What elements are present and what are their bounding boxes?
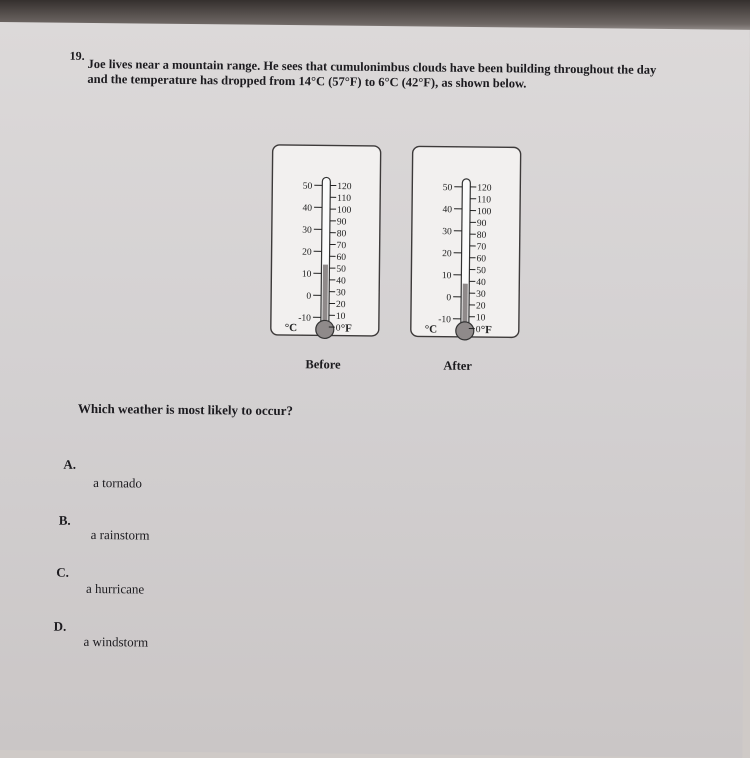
option-b-letter: B. <box>59 513 71 529</box>
celsius-tick-label: 20 <box>442 249 452 259</box>
fahrenheit-tick-label: 60 <box>476 254 486 264</box>
option-c-text[interactable]: a hurricane <box>86 581 144 598</box>
stem-line: Joe lives near a mountain range. He sees that cumulonimbus clouds have been building throughout the day <box>87 57 687 78</box>
fahrenheit-tick-label: 110 <box>477 195 491 205</box>
fahrenheit-tick-label: 50 <box>336 265 346 275</box>
fahrenheit-tick-label: 80 <box>337 229 347 239</box>
fahrenheit-tick-label: 0 <box>336 324 341 334</box>
fahrenheit-tick-label: 0 <box>476 325 481 335</box>
celsius-tick-label: 0 <box>306 292 311 302</box>
celsius-tick-label: 10 <box>442 271 452 281</box>
fahrenheit-tick-label: 100 <box>337 206 352 216</box>
thermometer-before-graphic <box>269 143 385 340</box>
stem-line: and the temperature has dropped from 14°C (57°F) to 6°C (42°F), as shown below. <box>87 72 687 93</box>
fahrenheit-tick-label: 10 <box>476 313 486 323</box>
fahrenheit-unit-label: °F <box>481 324 493 336</box>
celsius-tick-label: 20 <box>302 248 312 258</box>
celsius-unit-label: °C <box>285 322 298 334</box>
question-stem <box>87 57 687 93</box>
thermometer-bulb <box>316 320 334 338</box>
thermometer-bulb <box>456 322 474 340</box>
fahrenheit-tick-label: 20 <box>336 300 346 310</box>
mercury-column <box>322 265 328 328</box>
celsius-tick-label: 50 <box>303 182 313 192</box>
fahrenheit-tick-label: 20 <box>476 302 486 312</box>
option-d-letter: D. <box>54 619 67 635</box>
fahrenheit-tick-label: 120 <box>477 184 492 194</box>
celsius-tick-label: 50 <box>443 183 453 193</box>
thermometer-before <box>269 143 385 340</box>
thermometer-before-caption: Before <box>305 357 340 372</box>
thermometer-after <box>409 144 525 341</box>
fahrenheit-tick-label: 110 <box>337 194 351 204</box>
celsius-tick-label: 30 <box>302 226 312 236</box>
fahrenheit-tick-label: 100 <box>477 207 492 217</box>
option-c-letter: C. <box>56 565 69 581</box>
option-a-text[interactable]: a tornado <box>93 475 142 492</box>
celsius-tick-label: 0 <box>446 293 451 303</box>
thermometer-after-graphic <box>409 144 525 341</box>
question-prompt: Which weather is most likely to occur? <box>78 401 293 419</box>
celsius-tick-label: 10 <box>302 270 312 280</box>
fahrenheit-tick-label: 40 <box>336 276 346 286</box>
fahrenheit-tick-label: 10 <box>336 312 346 322</box>
option-a-letter: A. <box>63 457 76 473</box>
fahrenheit-tick-label: 50 <box>476 266 486 276</box>
celsius-tick-label: 40 <box>303 204 313 214</box>
fahrenheit-unit-label: °F <box>341 323 353 335</box>
celsius-tick-label: 40 <box>443 205 453 215</box>
celsius-tick-label: 30 <box>442 227 452 237</box>
celsius-unit-label: °C <box>425 323 438 335</box>
fahrenheit-tick-label: 30 <box>336 288 346 298</box>
option-d-text[interactable]: a windstorm <box>83 634 148 651</box>
celsius-tick-label: -10 <box>298 314 311 324</box>
fahrenheit-tick-label: 30 <box>476 290 486 300</box>
thermometer-after-caption: After <box>443 359 472 374</box>
fahrenheit-tick-label: 60 <box>336 253 346 263</box>
question-number: 19. <box>70 49 85 64</box>
fahrenheit-tick-label: 90 <box>477 219 487 229</box>
fahrenheit-tick-label: 120 <box>337 182 352 192</box>
worksheet-page: 19. Joe lives near a mountain range. He sees that cumulonimbus clouds have been building throughout the day and the temperature has dropped from 14°C (57°F) to 6°C (42°F), as shown below. 50 40 30 20 10 0 -10 120 110 100 90 80 70 60 50 40 30 20 10 0 °C °F Before 50 40 30 20 10 0 -10 120 110 100 90 80 70 60 50 40 30 20 10 0 °C °F After ​ Which weather is most likely to occur? A. a tornado B. a rainstorm C. a hurricane D. a windstorm <box>0 22 750 758</box>
fahrenheit-tick-label: 80 <box>477 231 487 241</box>
fahrenheit-tick-label: 70 <box>477 243 487 253</box>
celsius-tick-label: -10 <box>438 315 451 325</box>
fahrenheit-tick-label: 90 <box>337 217 347 227</box>
option-b-text[interactable]: a rainstorm <box>91 527 150 544</box>
fahrenheit-tick-label: 40 <box>476 278 486 288</box>
fahrenheit-tick-label: 70 <box>337 241 347 251</box>
